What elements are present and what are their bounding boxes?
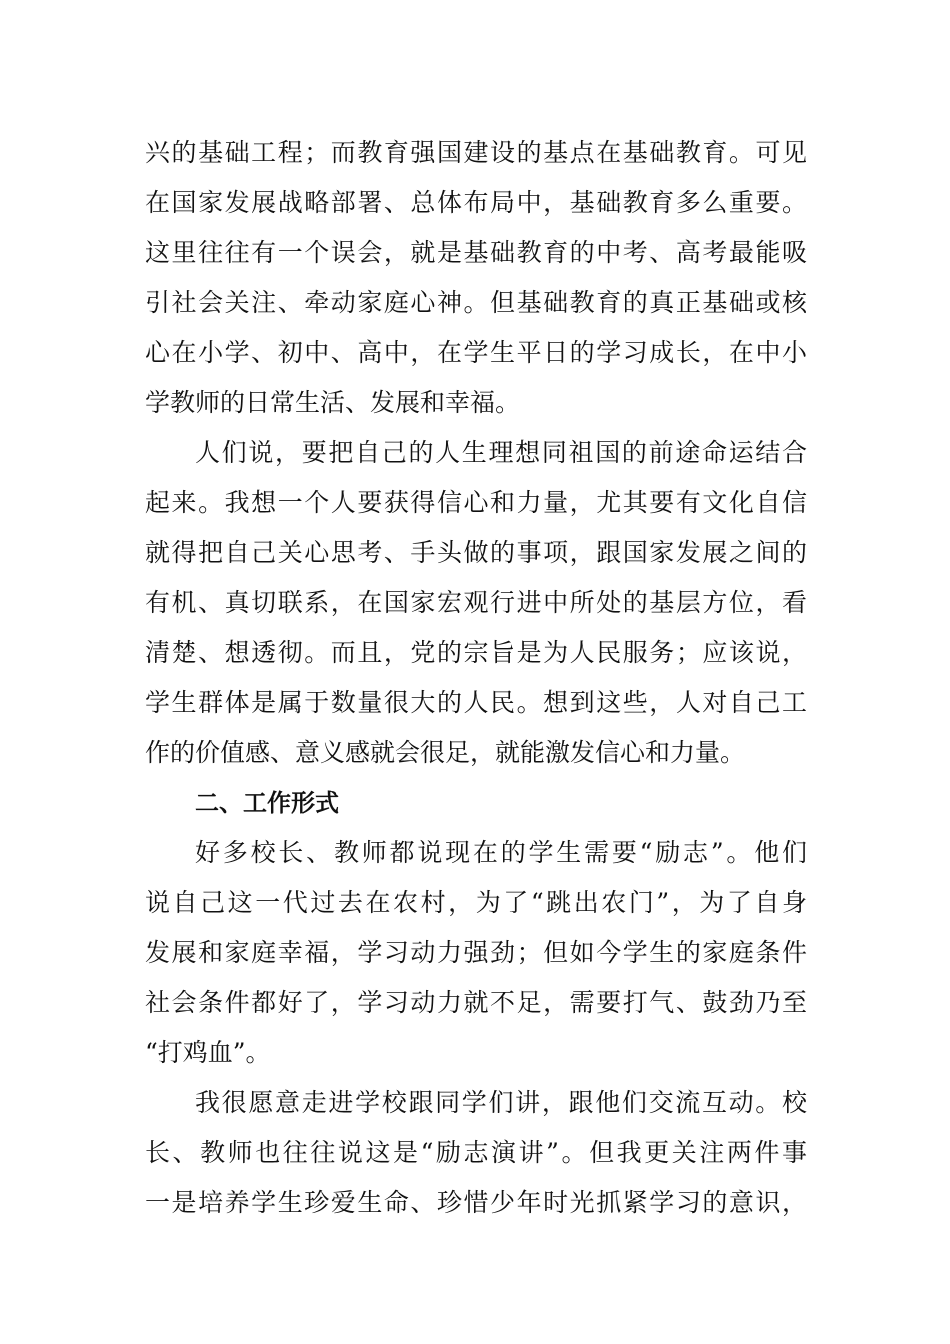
paragraph-line: 心在小学、初中、高中，在学生平日的学习成长，在中小 <box>145 338 807 367</box>
paragraph-2 <box>145 428 807 778</box>
paragraph-line: 在国家发展战略部署、总体布局中，基础教育多么重要。 <box>145 188 807 217</box>
paragraph-line: 长、教师也往往说这是“励志演讲”。但我更关注两件事 <box>145 1138 807 1167</box>
paragraph-line: 社会条件都好了，学习动力就不足，需要打气、鼓劲乃至 <box>145 988 807 1017</box>
document-body <box>145 128 807 1228</box>
paragraph-line: 这里往往有一个误会，就是基础教育的中考、高考最能吸 <box>145 238 807 267</box>
paragraph-line: 兴的基础工程；而教育强国建设的基点在基础教育。可见 <box>145 138 807 167</box>
paragraph-line: 起来。我想一个人要获得信心和力量，尤其要有文化自信 <box>145 488 807 517</box>
paragraph-line: 学生群体是属于数量很大的人民。想到这些，人对自己工 <box>145 688 807 717</box>
paragraph-line: 好多校长、教师都说现在的学生需要“励志”。他们 <box>195 838 807 867</box>
paragraph-line: 有机、真切联系，在国家宏观行进中所处的基层方位，看 <box>145 588 807 617</box>
section-heading: 二、工作形式 <box>195 789 339 817</box>
paragraph-1 <box>145 128 807 428</box>
paragraph-4 <box>145 1078 807 1228</box>
paragraph-line: 引社会关注、牵动家庭心神。但基础教育的真正基础或核 <box>145 288 807 317</box>
paragraph-line: 学教师的日常生活、发展和幸福。 <box>145 388 521 417</box>
paragraph-3 <box>145 828 807 1078</box>
paragraph-line: 就得把自己关心思考、手头做的事项，跟国家发展之间的 <box>145 538 807 567</box>
paragraph-line: 说自己这一代过去在农村，为了“跳出农门”，为了自身 <box>145 888 807 917</box>
paragraph-line: 作的价值感、意义感就会很足，就能激发信心和力量。 <box>145 738 746 767</box>
paragraph-line: 人们说，要把自己的人生理想同祖国的前途命运结合 <box>195 438 807 467</box>
paragraph-line: 一是培养学生珍爱生命、珍惜少年时光抓紧学习的意识， <box>145 1188 807 1217</box>
paragraph-line: 我很愿意走进学校跟同学们讲，跟他们交流互动。校 <box>195 1088 807 1117</box>
paragraph-line: 清楚、想透彻。而且，党的宗旨是为人民服务；应该说， <box>145 638 807 667</box>
paragraph-line: “打鸡血”。 <box>145 1038 271 1067</box>
paragraph-line: 发展和家庭幸福，学习动力强劲；但如今学生的家庭条件 <box>145 938 807 967</box>
